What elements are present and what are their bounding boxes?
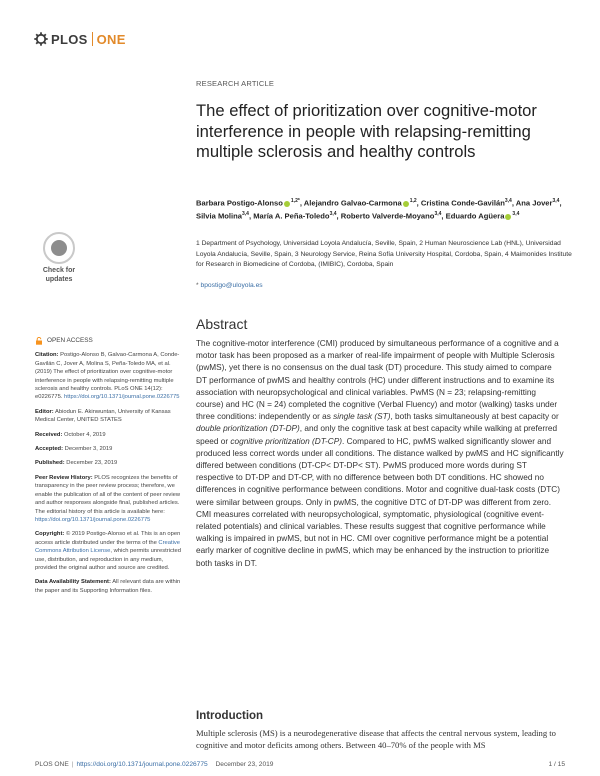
article-type: RESEARCH ARTICLE: [196, 79, 275, 88]
author-name[interactable]: Roberto Valverde-Moyano: [340, 211, 435, 221]
abstract-term-cognitive-prioritization: cognitive prioritization (DT-CP): [230, 436, 342, 446]
logo-divider: [92, 32, 93, 46]
author-list: Barbara Postigo-Alonso $^{1,2*}$, Alejandro Galvao-Carmona $^{1,2}$, Cristina Conde-Gavilán$^{3,4}$, Ana Jover$^{3,4}$, Silvia Molina$^{3,4}$, María A. Peña-Toledo$^{3,4}$, Roberto Valverde-Moyano$^{3,4}$, Eduardo Agüera $^{3,4}$: [196, 198, 562, 221]
abstract-heading: Abstract: [196, 316, 248, 332]
accepted-block: [35, 445, 187, 453]
copyright-text: © 2019 Postigo-Alonso et al. This is an open access article distributed under the terms of the: [35, 531, 181, 546]
abstract-term-single-task: single task (ST): [333, 412, 391, 422]
published-date: December 23, 2019: [66, 460, 118, 467]
page-footer: PLOS ONE | https://doi.org/10.1371/journal.pone.0226775 December 23, 2019 1 / 15: [35, 761, 565, 768]
logo-plos-text: PLOS: [51, 31, 88, 47]
corresponding-email: [196, 282, 263, 289]
peer-review-text: PLOS recognizes the benefits of transparency in the peer review process; therefore, we enable the publication of all of the content of peer review and author responses alongside final, published articles. The editorial history of this article is available here:: [35, 474, 181, 515]
check-updates-line1: Check for: [42, 267, 76, 274]
check-updates-icon: [43, 232, 75, 264]
author-name[interactable]: Eduardo Agüera: [445, 211, 505, 221]
citation-label: Citation:: [35, 352, 59, 359]
author-affiliation-sup: 3,4: [434, 211, 442, 218]
accepted-date: December 3, 2019: [64, 446, 113, 453]
author-affiliation-sup: 3,4: [329, 211, 337, 218]
received-block: [35, 431, 187, 439]
corresponding-mark: *: [297, 198, 300, 204]
editor-block: [35, 408, 187, 425]
published-label: Published:: [35, 460, 65, 467]
abstract-term-double-prioritization: double prioritization (DT-DP): [196, 424, 300, 434]
license-link[interactable]: Creative Commons Attribution License: [35, 539, 181, 555]
author-name[interactable]: Barbara Postigo-Alonso: [196, 198, 283, 208]
data-availability-label: Data Availability Statement:: [35, 579, 111, 586]
received-date: October 4, 2019: [64, 431, 106, 438]
peer-review-block: [35, 474, 187, 524]
author-affiliation-sup: 3,4: [242, 211, 249, 218]
abstract-body: [196, 338, 564, 570]
open-access-label: OPEN ACCESS: [47, 337, 93, 344]
abstract-text-4: . Compared to HC, pwMS walked significantly slower and produced less correct words under all conditions. The distance walked by pwMS and HC significantly differed between conditions (DT-CP< DT-DP< ST). PwMS produced more words during ST respective to DT-DP and DT-CP, with no difference between both DT conditions. HC showed no differences in cognitive performance between conditions. Motor and cognitive dual-task costs (DTC) were similar between groups. Only in pwMS, the cognitive DTC of DT-DP was different from zero. CMI measures correlated with neuropsychological, symptomatic, physiological (cognitive event-related potentials) and clinical variables. These results suggest that cognitive performance while walking is impaired in pwMS, but not in HC. CMI over cognitive performance might be a potential early marker of cognitive decline in pwMS, which may be enhanced by the instruction to prioritize both tasks in DT.: [196, 436, 564, 568]
abstract-text-3: , and only the cognitive task at best capacity while walking at preferred speed or: [196, 424, 558, 446]
data-availability-text: All relevant data are within the paper and its Supporting Information files.: [35, 579, 181, 594]
copyright-block: [35, 530, 187, 572]
accepted-label: Accepted:: [35, 446, 64, 453]
page-number: 1 / 15: [548, 761, 565, 768]
footer-journal: PLOS ONE: [35, 761, 69, 768]
article-info-sidebar: [35, 337, 187, 601]
citation-text: Postigo-Alonso B, Galvao-Carmona A, Conde-Gavilán C, Jover A, Molina S, Peña-Toledo MA, et al. (2019) The effect of prioritization over cognitive-motor interference in people with relapsing-remitting multiple sclerosis and healthy controls. PLoS ONE 14(12): e0226775.: [35, 352, 180, 401]
open-lock-icon: [35, 337, 43, 345]
author-affiliation-sup: 3,4: [504, 198, 512, 204]
author-affiliation-sup: 1,2: [290, 198, 298, 204]
email-link[interactable]: bpostigo@uloyola.es: [200, 282, 263, 289]
author-name[interactable]: Ana Jover: [515, 198, 553, 208]
author-name[interactable]: Cristina Conde-Gavilán: [420, 198, 505, 208]
orcid-icon[interactable]: [403, 201, 409, 207]
check-for-updates-badge[interactable]: [36, 232, 82, 290]
orcid-icon[interactable]: [505, 214, 511, 220]
footer-doi-link[interactable]: https://doi.org/10.1371/journal.pone.0226775: [76, 761, 208, 768]
abstract-text-1: The cognitive-motor interference (CMI) produced by simultaneous performance of a cognitive and a motor task has been proposed as a marker of real-life impairment of people with Multiple Sclerosis (pwMS), yet there is no consensus on the dual task (DT) procedure. This study aimed to compare DT performance of pwMS and healthy controls (HC) under different instructions and to examine its association with neuropsychological and clinical variables. PwMS (N = 23; relapsing-remitting course) and HC (N = 24) completed the cognitive (Verbal Fluency) and motor (walking) tasks under three conditions: independently or as: [196, 339, 559, 422]
copyright-label: Copyright:: [35, 531, 65, 538]
footer-date: December 23, 2019: [215, 761, 274, 768]
logo-one-text: ONE: [96, 31, 126, 47]
open-access-badge: [35, 337, 187, 345]
journal-logo: [34, 30, 126, 48]
gear-icon: [34, 32, 48, 46]
introduction-body: Multiple sclerosis (MS) is a neurodegenerative disease that affects the central nervous system, leading to cognitive and motor deficits among others. Between 40–70% of the people with MS: [196, 728, 556, 751]
author-name[interactable]: Silvia Molina: [196, 211, 242, 221]
introduction-heading: Introduction: [196, 710, 264, 722]
affiliations: 1 Department of Psychology, Universidad Loyola Andalucía, Seville, Spain, 2 Human Neuroscience Lab (HNL), Universidad Loyola Andalucía, Seville, Spain, 3 Neurology Service, Reina Sofía University Hospital, Cordoba, Spain, 4 Maimonides Institute for Research in Biomedicine of Cordoba, (IMIBIC), Cordoba, Spain: [196, 240, 572, 269]
editor-text: Abiodun E. Akinwuntan, University of Kansas Medical Center, UNITED STATES: [35, 408, 171, 424]
author-affiliation-sup: 3,4: [552, 198, 560, 204]
author-name[interactable]: Alejandro Galvao-Carmona: [303, 198, 402, 208]
editor-label: Editor:: [35, 408, 54, 415]
email-mark: *: [196, 282, 199, 289]
received-label: Received:: [35, 431, 63, 438]
peer-review-link[interactable]: https://doi.org/10.1371/journal.pone.0226775: [35, 516, 151, 523]
orcid-icon[interactable]: [284, 201, 290, 207]
check-updates-line2: updates: [45, 275, 73, 283]
peer-review-label: Peer Review History:: [35, 474, 93, 481]
data-availability-block: [35, 578, 187, 595]
copyright-text-end: , which permits unrestricted use, distribution, and reproduction in any medium, provided the original author and source are credited.: [35, 548, 181, 571]
citation-doi-link[interactable]: https://doi.org/10.1371/journal.pone.0226775: [64, 394, 180, 401]
author-affiliation-sup: 3,4: [512, 211, 520, 218]
published-block: [35, 459, 187, 467]
abstract-text-2: , both tasks simultaneously at best capacity or: [390, 412, 559, 422]
author-affiliation-sup: 1,2: [409, 198, 417, 204]
article-title: The effect of prioritization over cognitive-motor interference in people with relapsing-remitting multiple sclerosis and healthy controls: [196, 101, 537, 161]
citation-block: [35, 351, 187, 401]
author-name[interactable]: María A. Peña-Toledo: [253, 211, 330, 221]
